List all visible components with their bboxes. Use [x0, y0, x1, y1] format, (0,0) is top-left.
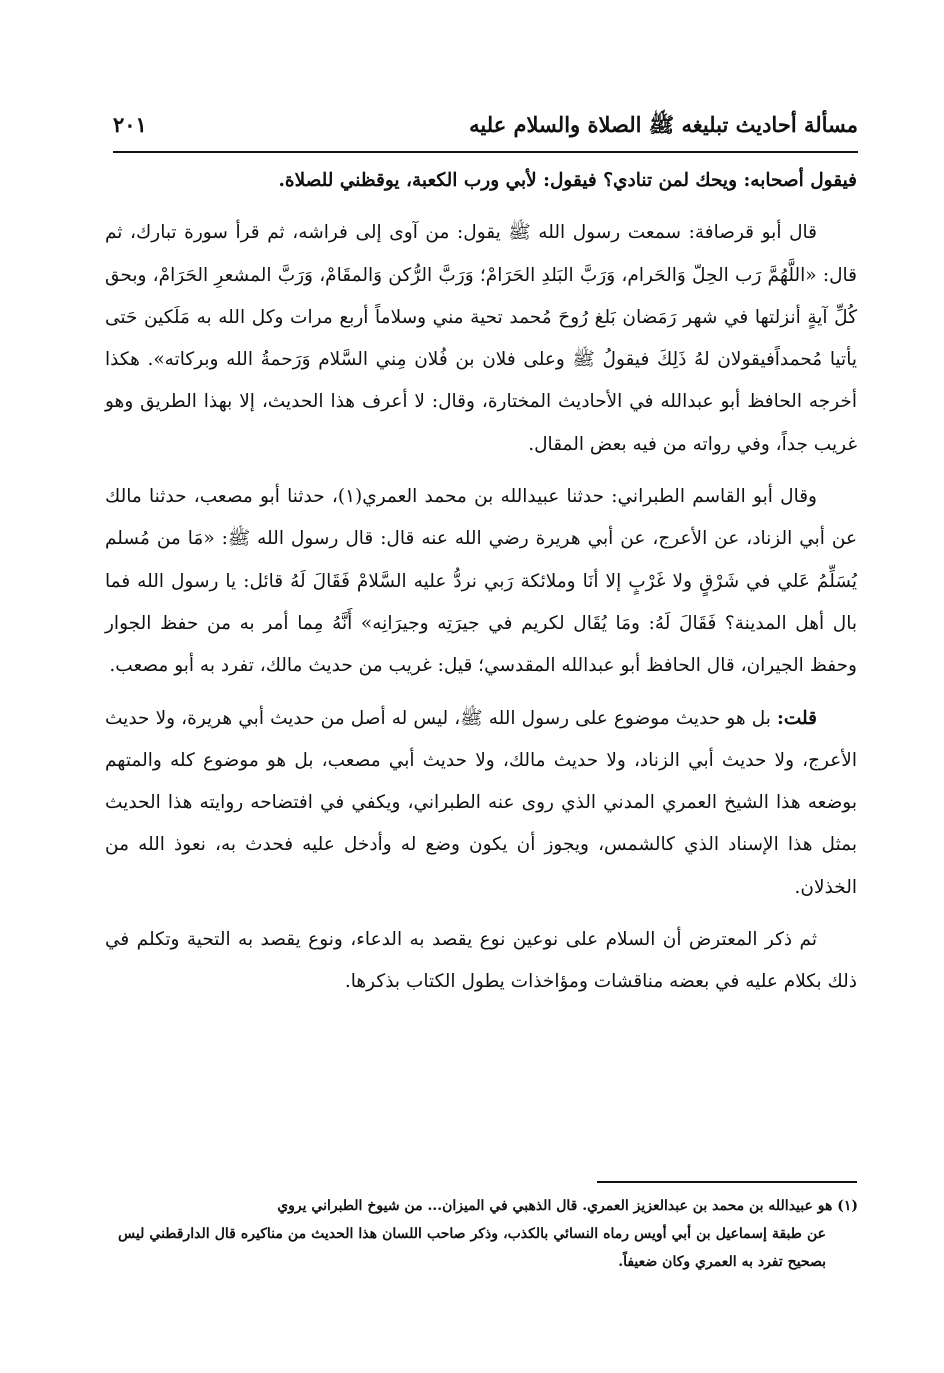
- paragraph-text: وقال أبو القاسم الطبراني: حدثنا عبيدالله بن محمد العمري(١)، حدثنا أبو مصعب، حدثنا مالك عن أبي الزناد، عن الأعرج، عن أبي هريرة رضي الله عنه قال: قال رسول الله ﷺ: «مَا من مُسلم يُسَلِّمُ عَلي في شَرْقٍ ولا غَرْبٍ إلا أنَا وملائكة رَبي نردُّ عليه السَّلامْ فَقَالَ لَهُ قائل: يا رسول الله فما بال أهل المدينة؟ فَقَالَ لَهُ: ومَا يُقَال لكريم في جيرَتِه وجيرَانِه» أَنَّهُ مِما أمر به من حفظ الجوار وحفظ الجيران، قال الحافظ أبو عبدالله المقدسي؛ قيل: غريب من حديث مالك، تفرد به أبو مصعب.: [105, 486, 857, 677]
- footnote-line-1: هو عبيدالله بن محمد بن عبدالعزيز العمري. قال الذهبي في الميزان... من شيوخ الطبراني يروي: [277, 1198, 833, 1214]
- footnote-continuation: عن طبقة إسماعيل بن أبي أويس رماه النسائي بالكذب، وذكر صاحب اللسان هذا الحديث من مناكيره قال الدارقطني ليس بصحيح تفرد به العمري وكان ضعيفاً.: [118, 1226, 826, 1270]
- header-divider: [113, 151, 858, 153]
- chapter-title: مسألة أحاديث تبليغه ﷺ الصلاة والسلام عليه: [469, 112, 858, 137]
- footnote: [118, 1192, 858, 1276]
- paragraph-3: [105, 476, 857, 687]
- main-text: [105, 160, 857, 1014]
- paragraph-text: ثم ذكر المعترض أن السلام على نوعين نوع يقصد به الدعاء، ونوع يقصد به التحية وتكلم في ذلك بكلام عليه في بعضه مناقشات ومؤاخذات يطول الكتاب بذكرها.: [105, 929, 857, 993]
- paragraph-lead: قلت:: [777, 707, 817, 729]
- paragraph-text: بل هو حديث موضوع على رسول الله ﷺ، ليس له أصل من حديث أبي هريرة، ولا حديث الأعرج، ولا حديث أبي الزناد، ولا حديث مالك، ولا حديث أبي مصعب، بل هو موضوع كله والمتهم بوضعه هذا الشيخ العمري المدني الذي روى عنه الطبراني، ويكفي في افتضاحه روايته هذا الحديث بمثل هذا الإسناد الذي كالشمس، ويجوز أن يكون وضع له وأدخل عليه فحدث به، نعوذ الله من الخذلان.: [105, 707, 857, 898]
- paragraph-text: قال أبو قرصافة: سمعت رسول الله ﷺ يقول: من آوى إلى فراشه، ثم قرأ سورة تبارك، ثم قال: «اللَّهُمَّ رَب الحِلّ وَالحَرام، وَرَبَّ البَلدِ الحَرَامْ؛ وَرَبَّ الرُّكن وَالمقَامْ، وَرَبَّ المشعرِ الحَرَامْ، وبحق كُلِّ آيةٍ أنزلتها في شهر رَمَضان بَلغ رُوحَ مُحمد تحية مني وسلاماً أربع مرات وكل الله به مَلَكين حَتى يأتيا مُحمداًفيقولان لهُ ذَلِكَ فيقولُ ﷺ وعلى فلان بن فُلان مِني السَّلام وَرَحمةُ الله وبركاته». هكذا أخرجه الحافظ أبو عبدالله في الأحاديث المختارة، وقال: لا أعرف هذا الحديث، إلا بهذا الطريق وهو غريب جداً، وفي رواته من فيه بعض المقال.: [105, 222, 857, 455]
- paragraph-2: [105, 212, 857, 466]
- paragraph-4: [105, 698, 857, 909]
- page-number: ٢٠١: [113, 112, 147, 137]
- running-header: [113, 112, 858, 148]
- paragraph-5: [105, 919, 857, 1004]
- paragraph-text: فيقول أصحابه: ويحك لمن تنادي؟ فيقول: لأبي ورب الكعبة، يوقظني للصلاة.: [278, 170, 857, 191]
- paragraph-1: [105, 160, 857, 202]
- footnote-divider: [597, 1181, 857, 1183]
- footnote-marker: (١): [837, 1198, 858, 1214]
